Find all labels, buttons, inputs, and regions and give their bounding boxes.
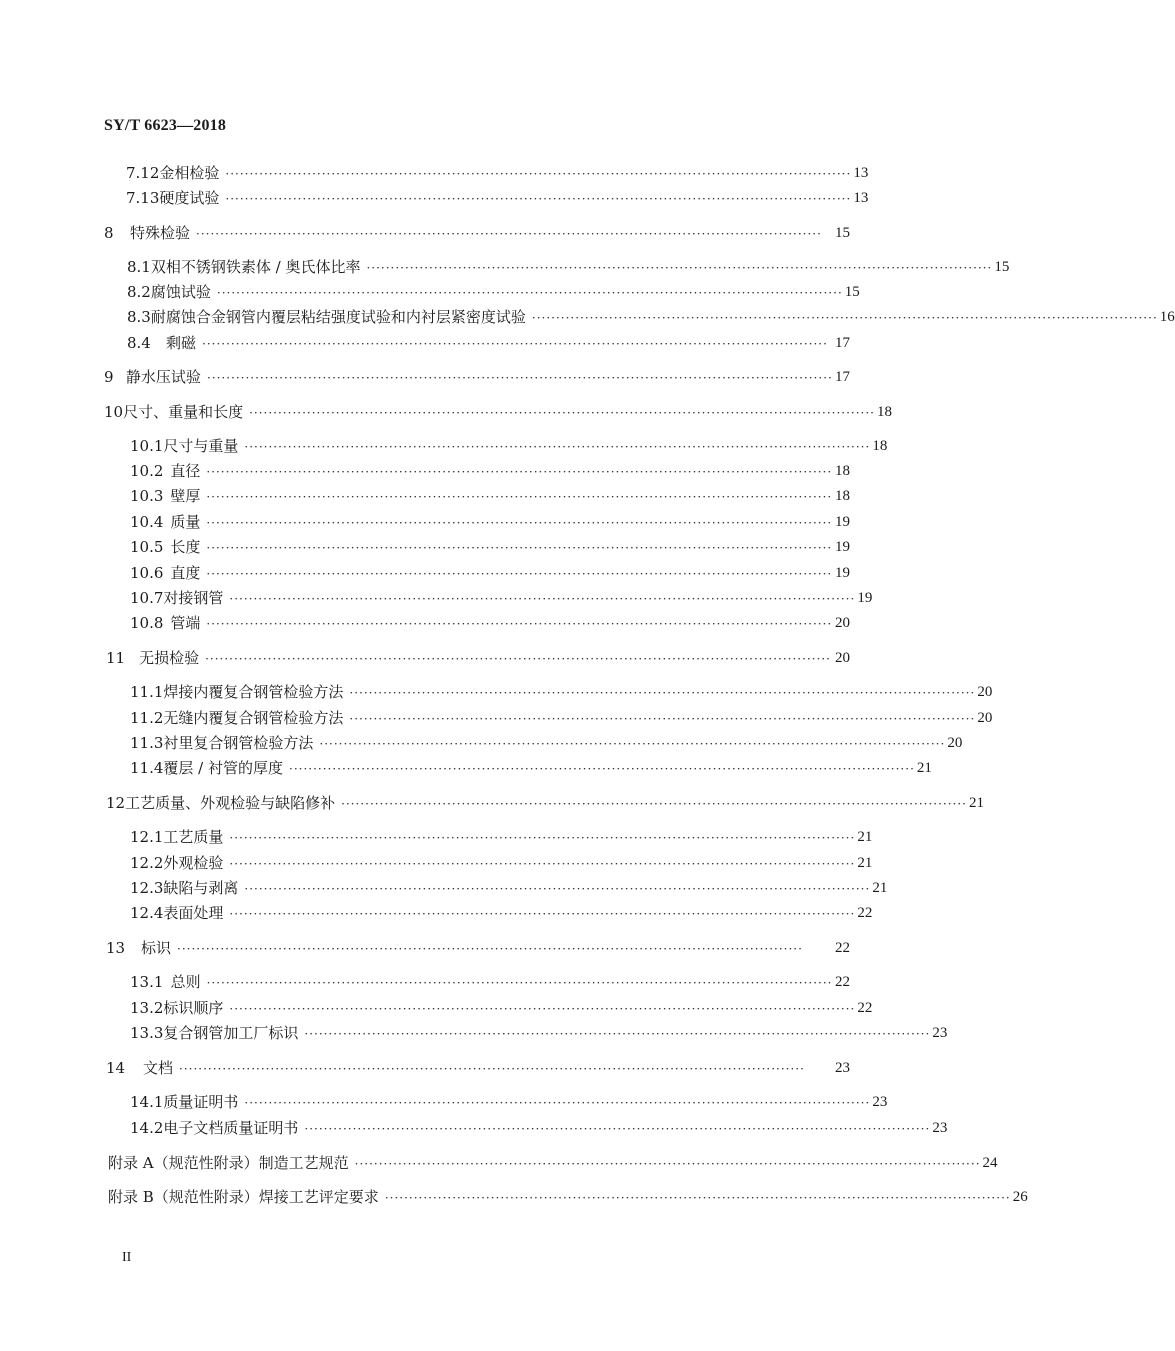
toc-entry[interactable] [127,330,850,352]
toc-entry[interactable] [106,645,850,667]
toc-entry-title: 表面处理 [163,904,224,922]
toc-leader-dots: ·································································································································· [206,490,833,504]
toc-leader-dots: ·································································································································· [206,976,833,990]
toc-entry[interactable] [127,279,860,301]
toc-leader-dots: ·································································································································· [289,762,915,776]
toc-entry-title: 标识 [141,939,172,957]
toc-entry-number: 8.1 [127,258,151,276]
toc-entry[interactable] [130,1020,948,1042]
toc-entry[interactable] [130,483,850,505]
toc-entry-page: 19 [835,539,850,555]
toc-entry-number: 11.1 [130,683,164,701]
toc-entry[interactable] [130,560,850,582]
toc-entry[interactable] [130,850,873,872]
toc-entry-page: 18 [835,463,850,479]
toc-entry-page: 21 [872,880,888,896]
toc-entry[interactable] [127,254,1010,276]
toc-entry-page: 18 [877,404,892,420]
toc-entry-page: 21 [916,760,932,776]
toc-leader-dots: ·································································································································· [531,311,1158,325]
toc-leader-dots: ·································································································································· [225,192,852,206]
toc-entry-number: 12.1 [130,828,164,846]
toc-entry-number: 11.4 [130,759,164,777]
toc-entry-title: 质量证明书 [163,1093,239,1111]
toc-entry-number: 7.13 [126,189,160,207]
toc-leader-dots: ·································································································································· [341,797,967,811]
toc-entry-page: 13 [853,190,869,206]
toc-entry-title: 无损检验 [139,649,200,667]
toc-entry-title: 覆层 / 衬管的厚度 [163,759,283,777]
toc-entry-number: 13.1 [130,973,164,991]
toc-entry-number: 10.1 [130,437,164,455]
toc-entry-number: 14.2 [130,1119,164,1137]
toc-entry[interactable] [106,935,850,957]
toc-entry-page: 20 [835,615,850,631]
toc-entry-title: 标识顺序 [163,999,224,1017]
toc-entry-number: 12 [106,794,126,812]
toc-entry-number: 9 [104,368,114,386]
toc-entry[interactable] [130,458,850,480]
toc-leader-dots: ·································································································································· [244,440,871,454]
toc-leader-dots: ·································································································································· [206,516,833,530]
toc-entry-title: 直度 [170,564,201,582]
toc-entry-page: 17 [835,335,850,351]
toc-leader-dots: ·································································································································· [206,371,833,385]
toc-entry-number: 13.3 [130,1024,164,1042]
toc-entry-number: 13 [106,939,126,957]
toc-leader-dots: ·································································································································· [366,261,993,275]
toc-entry[interactable] [130,705,993,727]
toc-entry-title: 制造工艺规范 [258,1154,349,1172]
toc-entry[interactable] [130,610,850,632]
toc-entry[interactable] [126,160,869,182]
toc-leader-dots: ·································································································································· [177,942,803,956]
toc-entry[interactable] [130,824,873,846]
toc-entry-number: 11.3 [130,734,164,752]
toc-entry-page: 22 [857,905,873,921]
toc-entry-title: 剩磁 [166,334,197,352]
toc-leader-dots: ·································································································································· [229,831,856,845]
toc-entry[interactable] [130,875,888,897]
toc-leader-dots: ·································································································································· [225,167,852,181]
toc-entry[interactable] [127,304,1175,326]
toc-entry-page: 23 [932,1025,948,1041]
toc-entry-page: 19 [857,590,873,606]
toc-entry-page: 20 [835,650,850,666]
toc-leader-dots: ·································································································································· [354,1157,981,1171]
toc-entry[interactable] [130,509,850,531]
toc-entry-title: 复合钢管加工厂标识 [163,1024,299,1042]
toc-entry-title: 质量 [170,513,201,531]
toc-entry-title: 双相不锈钢铁素体 / 奥氏体比率 [150,258,361,276]
toc-entry[interactable] [106,790,984,812]
toc-entry-title: 文档 [143,1059,174,1077]
toc-leader-dots: ·································································································································· [202,337,828,351]
toc-entry[interactable] [130,900,873,922]
toc-entry-title: 耐腐蚀合金钢管内覆层粘结强度试验和内衬层紧密度试验 [150,308,526,326]
toc-entry-title: 电子文档质量证明书 [163,1119,299,1137]
toc-entry-title: 衬里复合钢管检验方法 [163,734,314,752]
toc-entry-number: 7.12 [126,164,160,182]
toc-leader-dots: ·································································································································· [229,907,856,921]
toc-entry-title: 硬度试验 [159,189,220,207]
toc-leader-dots: ·································································································································· [319,737,946,751]
toc-entry-title: 金相检验 [159,164,220,182]
toc-leader-dots: ·································································································································· [229,592,856,606]
toc-leader-dots: ·································································································································· [206,567,833,581]
toc-entry[interactable] [104,220,850,242]
toc-entry[interactable] [130,1115,948,1137]
toc-entry-page: 20 [977,684,993,700]
toc-entry-title: 工艺质量 [163,828,224,846]
toc-entry[interactable] [130,730,963,752]
toc-entry[interactable] [130,969,850,991]
toc-leader-dots: ·································································································································· [349,686,976,700]
toc-leader-dots: ·································································································································· [196,227,822,241]
toc-entry-number: 13.2 [130,999,164,1017]
toc-leader-dots: ·································································································································· [206,465,833,479]
toc-leader-dots: ·································································································································· [206,541,833,555]
toc-entry-title: 总则 [170,973,201,991]
toc-entry-number: 11.2 [130,709,164,727]
toc-leader-dots: ·································································································································· [244,1096,871,1110]
toc-entry[interactable] [130,585,873,607]
toc-entry-page: 21 [857,855,873,871]
toc-entry-number: 14 [106,1059,126,1077]
toc-entry-page: 23 [932,1120,948,1136]
toc-entry[interactable] [108,1184,1028,1206]
toc-entry-number: 10.5 [130,538,164,556]
toc-entry-page: 24 [982,1155,998,1171]
standard-code: SY/T 6623—2018 [104,117,227,134]
toc-entry-number: 附录 B（规范性附录） [108,1188,259,1206]
toc-entry-page: 19 [835,565,850,581]
toc-entry-title: 腐蚀试验 [150,283,211,301]
toc-entry-title: 尺寸与重量 [163,437,239,455]
toc-entry-page: 22 [857,1000,873,1016]
toc-entry-number: 10.6 [130,564,164,582]
toc-leader-dots: ·································································································································· [229,857,856,871]
toc-leader-dots: ·································································································································· [304,1122,931,1136]
toc-leader-dots: ·································································································································· [179,1062,805,1076]
toc-entry-number: 8.2 [127,283,151,301]
toc-entry-title: 直径 [170,462,201,480]
toc-entry[interactable] [104,399,892,421]
toc-leader-dots: ·································································································································· [205,652,831,666]
toc-leader-dots: ·································································································································· [304,1027,931,1041]
toc-entry-page: 13 [853,165,869,181]
toc-entry-title: 静水压试验 [125,368,201,386]
toc-entry-page: 17 [835,369,850,385]
toc-entry-number: 14.1 [130,1093,164,1111]
toc-entry-title: 缺陷与剥离 [163,879,239,897]
toc-entry-title: 工艺质量、外观检验与缺陷修补 [125,794,336,812]
toc-entry-page: 22 [835,974,850,990]
toc-entry-title: 无缝内覆复合钢管检验方法 [163,709,344,727]
toc-entry[interactable] [108,1150,998,1172]
toc-entry-page: 22 [835,940,850,956]
toc-entry-number: 附录 A（规范性附录） [108,1154,259,1172]
toc-entry-page: 19 [835,514,850,530]
toc-leader-dots: ·································································································································· [206,617,833,631]
toc-entry-page: 18 [835,488,850,504]
toc-entry-title: 焊接内覆复合钢管检验方法 [163,683,344,701]
toc-leader-dots: ·································································································································· [349,712,976,726]
toc-entry-number: 10 [104,403,124,421]
toc-entry[interactable] [130,679,993,701]
toc-entry-number: 8.3 [127,308,151,326]
toc-leader-dots: ·································································································································· [384,1191,1011,1205]
toc-entry[interactable] [126,185,869,207]
toc-entry-page: 20 [947,735,963,751]
toc-entry-page: 20 [977,710,993,726]
toc-entry-page: 23 [835,1060,850,1076]
toc-entry-title: 焊接工艺评定要求 [258,1188,379,1206]
toc-entry-number: 12.2 [130,854,164,872]
toc-entry-title: 壁厚 [170,487,201,505]
toc-entry-page: 26 [1012,1189,1028,1205]
toc-entry[interactable] [130,1089,888,1111]
toc-entry-number: 10.3 [130,487,164,505]
toc-entry-number: 11 [106,649,126,667]
toc-entry-number: 12.3 [130,879,164,897]
toc-leader-dots: ·································································································································· [249,406,875,420]
toc-entry-title: 管端 [170,614,201,632]
toc-entry[interactable] [106,1055,850,1077]
toc-entry-title: 对接钢管 [163,589,224,607]
page-number: II [122,1250,132,1265]
toc-entry[interactable] [130,755,932,777]
toc-leader-dots: ·································································································································· [216,286,843,300]
toc-entry-title: 尺寸、重量和长度 [123,403,244,421]
toc-entry-page: 21 [857,829,873,845]
toc-entry-page: 21 [969,795,984,811]
toc-entry-page: 15 [994,259,1010,275]
toc-entry-page: 15 [835,225,850,241]
toc-entry-page: 16 [1159,309,1175,325]
toc-entry-page: 15 [844,284,860,300]
toc-entry[interactable] [104,364,850,386]
toc-entry-number: 10.8 [130,614,164,632]
toc-entry-number: 12.4 [130,904,164,922]
toc-entry-page: 23 [872,1094,888,1110]
toc-entry-number: 8 [104,224,114,242]
toc-entry-number: 10.4 [130,513,164,531]
toc-entry-number: 10.7 [130,589,164,607]
toc-entry[interactable] [130,995,873,1017]
toc-entry[interactable] [130,534,850,556]
toc-entry-title: 特殊检验 [130,224,191,242]
toc-leader-dots: ·································································································································· [229,1002,856,1016]
toc-entry-title: 外观检验 [163,854,224,872]
toc-entry-number: 8.4 [127,334,151,352]
toc-leader-dots: ·································································································································· [244,882,871,896]
toc-entry[interactable] [130,433,888,455]
toc-entry-title: 长度 [170,538,201,556]
toc-entry-number: 10.2 [130,462,164,480]
toc-entry-page: 18 [872,438,888,454]
